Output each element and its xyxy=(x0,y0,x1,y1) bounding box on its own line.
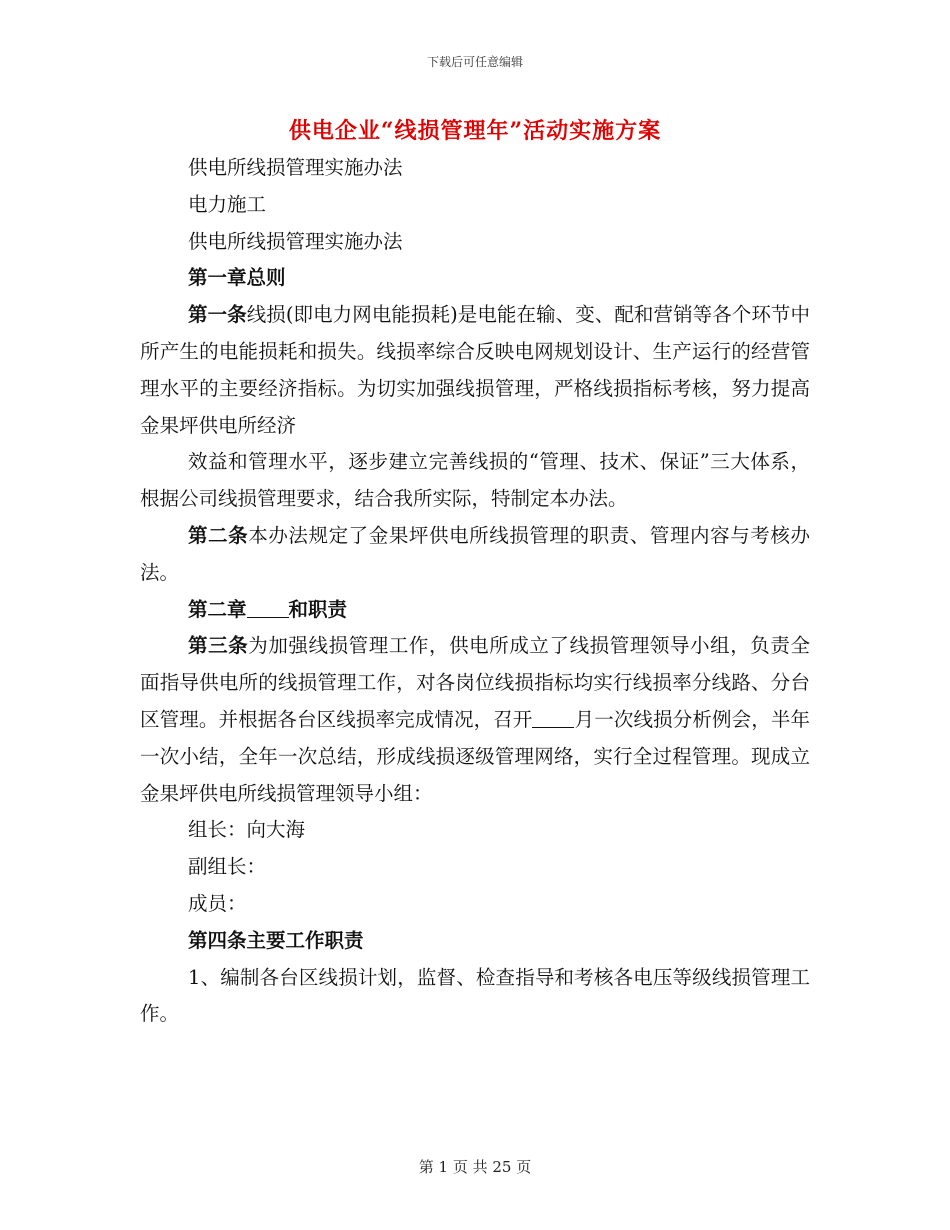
chapter-1-heading: 第一章总则 xyxy=(188,266,286,290)
document-body xyxy=(140,150,810,1033)
document-title: 供电企业“线损管理年”活动实施方案 xyxy=(288,118,662,144)
article-2-text: 本办法规定了金果坪供电所线损管理的职责、管理内容与考核办法。 xyxy=(140,523,810,584)
line-subtitle-1: 供电所线损管理实施办法 xyxy=(188,156,403,179)
article-2 xyxy=(140,518,810,592)
article-4-heading: 第四条主要工作职责 xyxy=(188,928,364,952)
article-2-label: 第二条 xyxy=(188,523,249,547)
header-note: 下载后可任意编辑 xyxy=(426,55,523,69)
duty-item-1: 1、编制各台区线损计划，监督、检查指导和考核各电压等级线损管理工作。 xyxy=(140,965,810,1026)
article-3 xyxy=(140,628,810,812)
chapter-2-heading-a: 第二章 xyxy=(188,597,247,621)
deputy-line: 副组长： xyxy=(188,855,267,879)
leader-line: 组长：向大海 xyxy=(188,818,306,842)
article-1-text: 线损(即电力网电能损耗)是电能在输、变、配和营销等各个环节中所产生的电能损耗和损失。线损率综合反映电网规划设计、生产运行的经营管理水平的主要经济指标。为切实加强线损管理，严格线损指标考核，努力提高金果坪供电所经济 xyxy=(140,303,810,437)
chapter-2-heading xyxy=(140,592,810,629)
members-line: 成员： xyxy=(188,891,247,915)
article-3-text-a: 为加强线损管理工作，供电所成立了线损管理领导小组，负责全面指导供电所的线损管理工作，对各岗位线损指标均实行线损率分线路、分台区管理。并根据各台区线损率完成情况，召开 xyxy=(140,634,810,731)
line-subtitle-2: 电力施工 xyxy=(188,192,267,216)
article-3-text-b: 月一次线损分析例会，半年一次小结，全年一次总结，形成线损逐级管理网络，实行全过程管理。现成立金果坪供电所线损管理领导小组： xyxy=(140,707,810,805)
blank-underline xyxy=(532,707,574,728)
page-number: 第 1 页 共 25 页 xyxy=(418,1158,532,1176)
article-1 xyxy=(140,297,810,444)
article-1-label: 第一条 xyxy=(188,303,247,327)
article-1-continued: 效益和管理水平，逐步建立完善线损的“管理、技术、保证”三大体系，根据公司线损管理要求，结合我所实际，特制定本办法。 xyxy=(140,450,810,511)
blank-underline xyxy=(247,597,289,618)
line-subtitle-3: 供电所线损管理实施办法 xyxy=(188,229,403,253)
chapter-2-heading-b: 和职责 xyxy=(288,597,348,621)
article-3-label: 第三条 xyxy=(188,634,249,658)
